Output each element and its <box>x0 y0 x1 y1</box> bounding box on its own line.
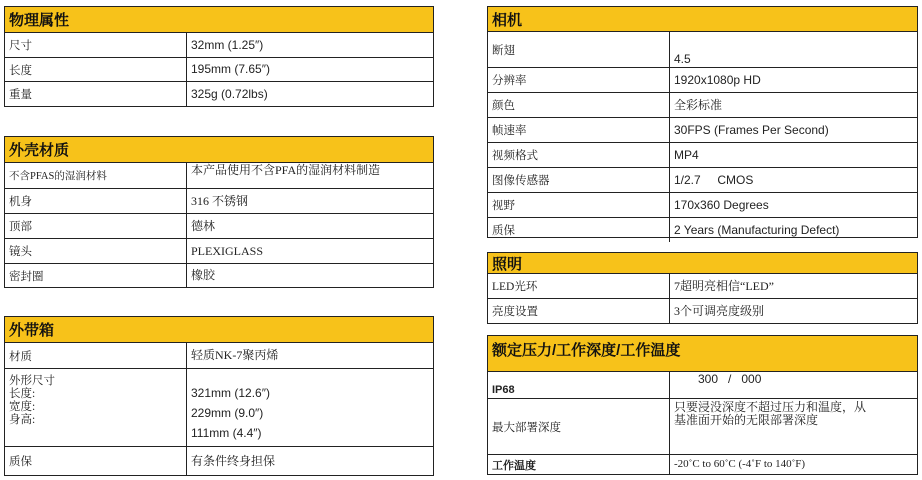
row-value: 1/2.7 CMOS <box>674 172 754 187</box>
row-label: 帧速率 <box>488 118 670 142</box>
row-label: 不含PFAS的湿润材料 <box>5 163 187 188</box>
row-label: LED光环 <box>488 274 670 298</box>
row-label: 亮度设置 <box>488 299 670 323</box>
table-row <box>488 372 917 399</box>
section-title: 外带箱 <box>9 322 55 339</box>
table-row <box>488 168 917 193</box>
row-value: 全彩标准 <box>674 97 723 112</box>
row-value: 30FPS (Frames Per Second) <box>674 122 829 137</box>
row-label: 视频格式 <box>488 143 670 167</box>
table-row <box>488 68 917 93</box>
row-value: 只要浸没深度不超过压力和温度，从 基准面开始的无限部署深度 <box>674 400 867 427</box>
row-value: 316 不锈钢 <box>191 193 249 208</box>
table-row <box>5 163 433 189</box>
row-value: 1920x1080p HD <box>674 72 761 87</box>
physical-properties-table <box>4 6 434 107</box>
row-label: 质保 <box>5 447 187 475</box>
row-value: 170x360 Degrees <box>674 197 769 212</box>
row-value: 2 Years (Manufacturing Defect) <box>674 222 840 237</box>
row-label: 视野 <box>488 193 670 217</box>
housing-material-table <box>4 136 434 288</box>
row-label: 重量 <box>5 82 187 106</box>
row-value: 德林 <box>191 218 216 233</box>
row-label: 顶部 <box>5 214 187 238</box>
row-label: 最大部署深度 <box>488 399 670 454</box>
row-value: PLEXIGLASS <box>191 243 264 258</box>
row-label: 工作温度 <box>488 455 670 474</box>
row-value: 本产品使用不含PFA的湿润材料制造 <box>191 163 381 177</box>
table-row <box>488 93 917 118</box>
table-row <box>5 58 433 82</box>
row-value: 32mm (1.25″) <box>191 37 264 52</box>
table-row <box>5 264 433 287</box>
rating-table <box>487 335 918 475</box>
row-value: 195mm (7.65″) <box>191 62 270 76</box>
table-row <box>488 299 917 323</box>
row-value: MP4 <box>674 147 699 162</box>
table-row <box>5 33 433 58</box>
row-value: 轻质NK-7聚丙烯 <box>191 348 279 362</box>
row-value: 300 / 000 <box>698 372 762 386</box>
table-row <box>5 214 433 239</box>
lighting-header <box>488 253 917 274</box>
table-row <box>5 343 433 369</box>
row-value: -20˚C to 60˚C (-4˚F to 140˚F) <box>674 458 806 470</box>
row-label: 分辨率 <box>488 68 670 92</box>
carry-case-table <box>4 316 434 476</box>
row-label: 材质 <box>5 343 187 368</box>
row-label: 外形尺寸 长度: 宽度: 身高: <box>5 369 187 446</box>
row-label: 断翅 <box>488 32 670 67</box>
lighting-table <box>487 252 918 324</box>
row-label: 密封圈 <box>5 264 187 287</box>
carry-case-header <box>5 317 433 343</box>
row-label: 长度 <box>5 58 187 81</box>
table-row <box>5 239 433 264</box>
table-row <box>488 274 917 299</box>
table-row <box>488 193 917 218</box>
camera-table <box>487 6 918 238</box>
section-title: 物理属性 <box>9 12 70 29</box>
row-value: 7超明亮相信“LED” <box>674 278 774 293</box>
camera-header <box>488 7 917 32</box>
table-row <box>488 455 917 474</box>
row-label: 尺寸 <box>5 33 187 57</box>
row-label: 颜色 <box>488 93 670 117</box>
section-title: 相机 <box>492 11 523 29</box>
table-row <box>5 369 433 447</box>
table-row <box>5 189 433 214</box>
row-label: 质保 <box>488 218 670 242</box>
rating-header <box>488 336 917 372</box>
row-value: 325g (0.72lbs) <box>191 86 268 101</box>
row-value: 橡胶 <box>191 268 216 282</box>
table-row <box>488 399 917 455</box>
table-row <box>488 118 917 143</box>
row-value: 有条件终身担保 <box>191 453 276 468</box>
section-title: 额定压力/工作深度/工作温度 <box>492 342 681 359</box>
row-label: 机身 <box>5 189 187 213</box>
row-label: IP68 <box>488 372 670 398</box>
row-value: 3个可调亮度级别 <box>674 303 765 318</box>
table-row <box>488 218 917 242</box>
section-title: 照明 <box>492 255 523 273</box>
housing-material-header <box>5 137 433 163</box>
row-label: 图像传感器 <box>488 168 670 192</box>
section-title: 外壳材质 <box>9 142 70 159</box>
row-value: 4.5 <box>674 52 691 66</box>
table-row <box>5 82 433 106</box>
row-value: 321mm (12.6″) 229mm (9.0″) 111mm (4.4″) <box>191 386 270 440</box>
table-row <box>488 32 917 68</box>
row-label: 镜头 <box>5 239 187 263</box>
table-row <box>5 447 433 475</box>
physical-properties-header <box>5 7 433 33</box>
table-row <box>488 143 917 168</box>
